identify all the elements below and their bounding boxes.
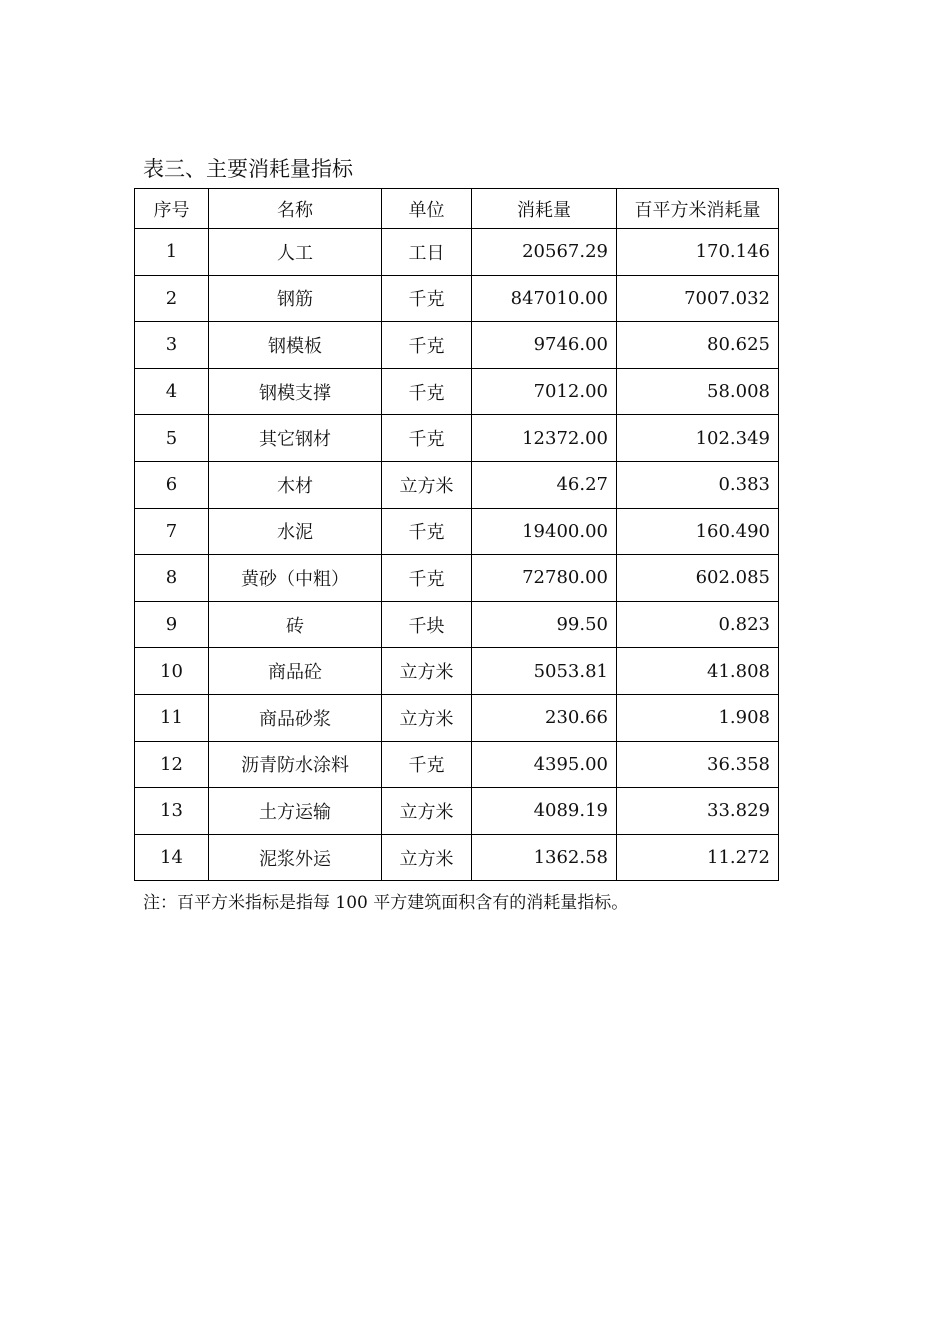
cell-unit: 千克 (382, 368, 472, 415)
table-row (135, 834, 779, 881)
cell-unit: 千克 (382, 275, 472, 322)
table-row (135, 648, 779, 695)
cell-consumption: 12372.00 (472, 415, 617, 462)
table-row (135, 694, 779, 741)
cell-consumption: 4395.00 (472, 741, 617, 788)
cell-seq: 8 (135, 555, 209, 602)
cell-consumption-per-100sqm: 0.383 (617, 461, 779, 508)
footnote: 注：百平方米指标是指每 100 平方建筑面积含有的消耗量指标。 (143, 893, 629, 913)
cell-consumption-per-100sqm: 36.358 (617, 741, 779, 788)
cell-consumption-per-100sqm: 1.908 (617, 694, 779, 741)
cell-unit: 立方米 (382, 694, 472, 741)
table-row (135, 322, 779, 369)
cell-consumption-per-100sqm: 102.349 (617, 415, 779, 462)
header-seq: 序号 (135, 189, 209, 229)
table-row (135, 508, 779, 555)
cell-seq: 13 (135, 788, 209, 835)
cell-unit: 立方米 (382, 648, 472, 695)
cell-consumption: 9746.00 (472, 322, 617, 369)
cell-consumption: 230.66 (472, 694, 617, 741)
cell-unit: 工日 (382, 229, 472, 276)
cell-seq: 4 (135, 368, 209, 415)
cell-consumption-per-100sqm: 58.008 (617, 368, 779, 415)
cell-unit: 千克 (382, 741, 472, 788)
cell-consumption: 5053.81 (472, 648, 617, 695)
cell-name: 木材 (209, 461, 382, 508)
cell-name: 钢模板 (209, 322, 382, 369)
table-row (135, 788, 779, 835)
table-title: 表三、主要消耗量指标 (143, 157, 353, 181)
cell-name: 水泥 (209, 508, 382, 555)
cell-name: 人工 (209, 229, 382, 276)
table-header-row (135, 189, 779, 229)
cell-unit: 千克 (382, 322, 472, 369)
cell-unit: 千克 (382, 555, 472, 602)
cell-consumption: 4089.19 (472, 788, 617, 835)
cell-seq: 3 (135, 322, 209, 369)
cell-unit: 千克 (382, 415, 472, 462)
cell-consumption: 1362.58 (472, 834, 617, 881)
cell-unit: 立方米 (382, 461, 472, 508)
cell-consumption: 72780.00 (472, 555, 617, 602)
cell-seq: 11 (135, 694, 209, 741)
cell-seq: 7 (135, 508, 209, 555)
cell-seq: 6 (135, 461, 209, 508)
cell-consumption-per-100sqm: 41.808 (617, 648, 779, 695)
cell-seq: 1 (135, 229, 209, 276)
table-row (135, 368, 779, 415)
cell-consumption-per-100sqm: 160.490 (617, 508, 779, 555)
cell-name: 钢模支撑 (209, 368, 382, 415)
consumption-table (134, 188, 779, 881)
cell-consumption-per-100sqm: 170.146 (617, 229, 779, 276)
cell-unit: 千克 (382, 508, 472, 555)
table-body (135, 229, 779, 881)
cell-seq: 14 (135, 834, 209, 881)
cell-name: 砖 (209, 601, 382, 648)
table-row (135, 275, 779, 322)
cell-unit: 千块 (382, 601, 472, 648)
cell-consumption: 7012.00 (472, 368, 617, 415)
cell-consumption: 20567.29 (472, 229, 617, 276)
cell-name: 钢筋 (209, 275, 382, 322)
cell-name: 泥浆外运 (209, 834, 382, 881)
cell-consumption: 46.27 (472, 461, 617, 508)
cell-consumption: 19400.00 (472, 508, 617, 555)
cell-consumption-per-100sqm: 0.823 (617, 601, 779, 648)
cell-consumption-per-100sqm: 7007.032 (617, 275, 779, 322)
cell-name: 黄砂（中粗） (209, 555, 382, 602)
cell-consumption-per-100sqm: 33.829 (617, 788, 779, 835)
table-row (135, 555, 779, 602)
table-row (135, 229, 779, 276)
cell-seq: 12 (135, 741, 209, 788)
cell-seq: 9 (135, 601, 209, 648)
cell-unit: 立方米 (382, 788, 472, 835)
cell-name: 商品砼 (209, 648, 382, 695)
cell-name: 沥青防水涂料 (209, 741, 382, 788)
header-name: 名称 (209, 189, 382, 229)
table-row (135, 415, 779, 462)
header-consumption-per-100sqm: 百平方米消耗量 (617, 189, 779, 229)
cell-consumption-per-100sqm: 11.272 (617, 834, 779, 881)
cell-consumption: 99.50 (472, 601, 617, 648)
cell-consumption-per-100sqm: 80.625 (617, 322, 779, 369)
cell-name: 土方运输 (209, 788, 382, 835)
header-unit: 单位 (382, 189, 472, 229)
cell-consumption: 847010.00 (472, 275, 617, 322)
cell-consumption-per-100sqm: 602.085 (617, 555, 779, 602)
cell-seq: 5 (135, 415, 209, 462)
cell-seq: 2 (135, 275, 209, 322)
header-consumption: 消耗量 (472, 189, 617, 229)
table-row (135, 601, 779, 648)
cell-name: 商品砂浆 (209, 694, 382, 741)
cell-name: 其它钢材 (209, 415, 382, 462)
table-row (135, 461, 779, 508)
cell-unit: 立方米 (382, 834, 472, 881)
table-row (135, 741, 779, 788)
cell-seq: 10 (135, 648, 209, 695)
